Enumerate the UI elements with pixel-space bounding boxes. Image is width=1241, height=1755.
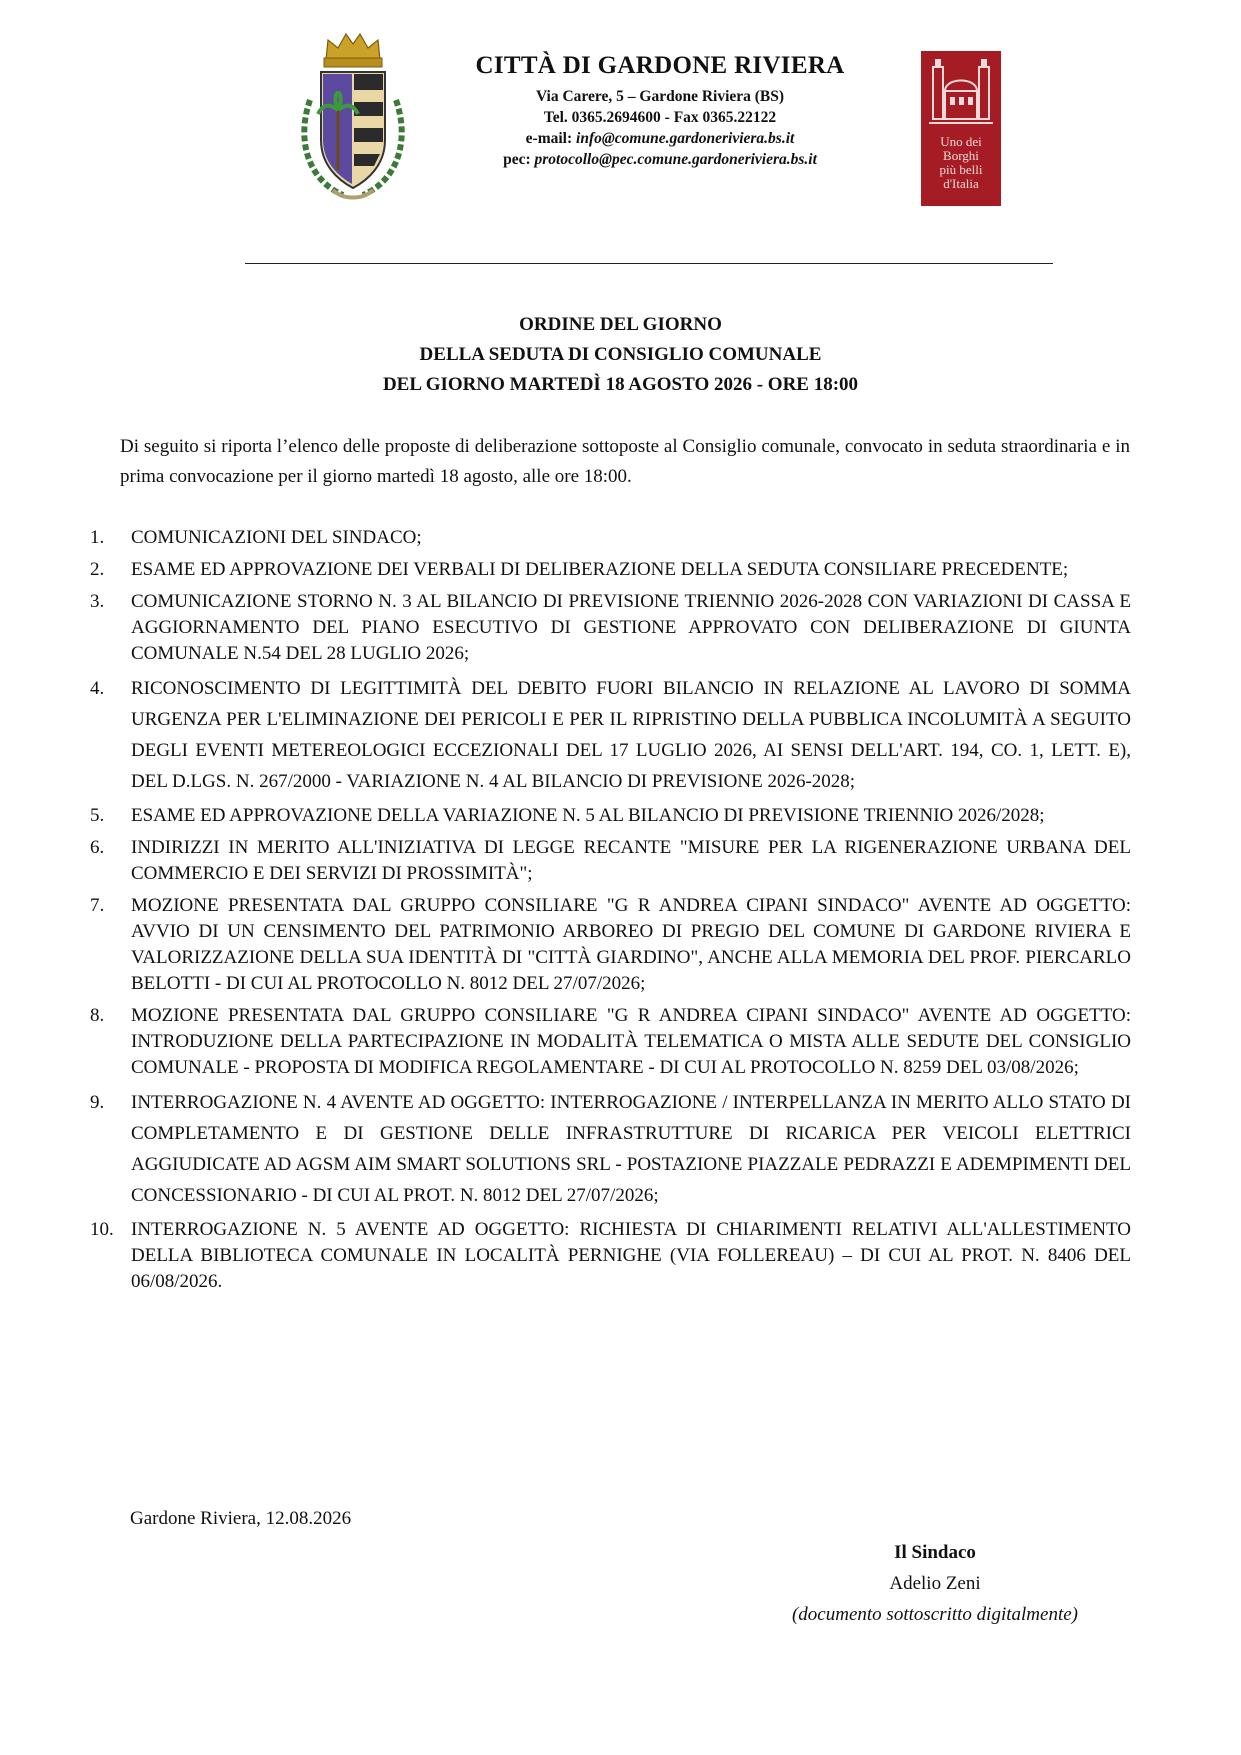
agenda-item-number: 7. [90,895,105,916]
agenda-item-text: INDIRIZZI IN MERITO ALL'INIZIATIVA DI LEGGE RECANTE "MISURE PER LA RIGENERAZIONE URBANA DEL COMMERCIO E DEI SERVIZI DI PROSSIMITÀ"; [131,837,1131,884]
borghi-line-3: più belli [939,162,983,177]
agenda-item-text: RICONOSCIMENTO DI LEGITTIMITÀ DEL DEBITO FUORI BILANCIO IN RELAZIONE AL LAVORO DI SOMMA URGENZA PER L'ELIMINAZIONE DEI PERICOLI E PER IL RIPRISTINO DELLA PUBBLICA INCOLUMITÀ A SEGUITO DEGLI EVENTI METEREOLOGICI ECCEZIONALI DEL 17 LUGLIO 2026, AI SENSI DELL'ART. 194, CO. 1, LETT. E), DEL D.LGS. N. 267/2000 - VARIAZIONE N. 4 AL BILANCIO DI PREVISIONE 2026-2028; [131,678,1131,792]
agenda-item [88,1217,1131,1295]
signer-name: Adelio Zeni [889,1573,981,1594]
agenda-item-text: ESAME ED APPROVAZIONE DEI VERBALI DI DELIBERAZIONE DELLA SEDUTA CONSILIARE PRECEDENTE; [131,559,1069,580]
municipal-crest-icon [288,30,418,205]
agenda-item [88,803,1131,829]
agenda-item-number: 4. [90,678,105,699]
address: Via Carere, 5 – Gardone Riviera (BS) [535,88,785,105]
title-line-2: DELLA SEDUTA DI CONSIGLIO COMUNALE [419,344,822,365]
agenda-item [88,1003,1131,1081]
borghi-line-2: Borghi [943,148,979,163]
agenda-item-number: 6. [90,837,105,858]
agenda-item-number: 9. [90,1092,105,1113]
pec-label: pec: [503,151,531,168]
agenda-item-number: 1. [90,527,105,548]
place-date: Gardone Riviera, 12.08.2026 [130,1508,352,1529]
email-label: e-mail: [525,130,573,147]
agenda-item-text: MOZIONE PRESENTATA DAL GRUPPO CONSILIARE "G R ANDREA CIPANI SINDACO" AVENTE AD OGGETTO: INTRODUZIONE DELLA PARTECIPAZIONE IN MODALITÀ TELEMATICA O MISTA ALLE SEDUTE DEL CONSIGLIO COMUNALE - PROPOSTA DI MODIFICA REGOLAMENTARE - DI CUI AL PROTOCOLLO N. 8259 DEL 03/08/2026; [131,1005,1131,1078]
city-name: CITTÀ DI GARDONE RIVIERA [475,52,845,79]
borghi-text [921,135,1001,191]
pec-line [440,149,880,170]
title-line-3: DEL GIORNO MARTEDÌ 18 AGOSTO 2026 - ORE 18:00 [382,374,859,395]
agenda-item [88,1087,1131,1211]
header-divider [245,263,1053,264]
agenda-item-text: MOZIONE PRESENTATA DAL GRUPPO CONSILIARE "G R ANDREA CIPANI SINDACO" AVENTE AD OGGETTO: AVVIO DI UN CENSIMENTO DEL PATRIMONIO ARBOREO DI PREGIO DEL COMUNE DI GARDONE RIVIERA E VALORIZZAZIONE DELLA SUA IDENTITÀ DI "CITTÀ GIARDINO", ANCHE ALLA MEMORIA DEL PROF. PIERCARLO BELOTTI - DI CUI AL PROTOCOLLO N. 8012 DEL 27/07/2026; [131,895,1131,994]
agenda-item [88,893,1131,997]
signature-block [740,1537,1130,1630]
agenda-item-number: 10. [90,1219,114,1240]
borghi-line-4: d'Italia [943,176,979,191]
intro-paragraph: Di seguito si riporta l’elenco delle proposte di deliberazione sottoposte al Consiglio comunale, convocato in seduta straordinaria e in prima convocazione per il giorno martedì 18 agosto, alle ore 18:00. [120,436,1130,487]
agenda-item-text: COMUNICAZIONI DEL SINDACO; [131,527,422,548]
agenda-item [88,673,1131,797]
document-title [0,310,1241,400]
agenda-item-text: ESAME ED APPROVAZIONE DELLA VARIAZIONE N. 5 AL BILANCIO DI PREVISIONE TRIENNIO 2026/2028; [131,805,1045,826]
agenda-item-number: 3. [90,591,105,612]
letterhead [440,52,880,170]
agenda-item [88,557,1131,583]
title-line-1: ORDINE DEL GIORNO [519,314,722,335]
agenda-item-text: INTERROGAZIONE N. 4 AVENTE AD OGGETTO: INTERROGAZIONE / INTERPELLANZA IN MERITO ALLO STATO DI COMPLETAMENTO E DI GESTIONE DELLE INFRASTRUTTURE DI RICARICA PER VEICOLI ELETTRICI AGGIUDICATE AD AGSM AIM SMART SOLUTIONS SRL - POSTAZIONE PIAZZALE PEDRAZZI E ADEMPIMENTI DEL CONCESSIONARIO - DI CUI AL PROT. N. 8012 DEL 27/07/2026; [131,1092,1131,1206]
agenda-item-number: 2. [90,559,105,580]
borgo-building-icon [921,51,1001,135]
agenda-item-text: INTERROGAZIONE N. 5 AVENTE AD OGGETTO: RICHIESTA DI CHIARIMENTI RELATIVI ALL'ALLESTIMENTO DELLA BIBLIOTECA COMUNALE IN LOCALITÀ PERNIGHE (VIA FOLLEREAU) – DI CUI AL PROT. N. 8406 DEL 06/08/2026. [131,1219,1131,1292]
signer-role: Il Sindaco [894,1542,976,1563]
email-link[interactable]: info@comune.gardoneriviera.bs.it [576,130,795,147]
pec-link[interactable]: protocollo@pec.comune.gardoneriviera.bs.it [534,151,817,168]
agenda-item-number: 5. [90,805,105,826]
borghi-line-1: Uno dei [940,134,982,149]
agenda-list [88,525,1131,1301]
borghi-logo [921,51,1001,206]
signature-note: (documento sottoscritto digitalmente) [791,1604,1078,1625]
agenda-item-text: COMUNICAZIONE STORNO N. 3 AL BILANCIO DI PREVISIONE TRIENNIO 2026-2028 CON VARIAZIONI DI CASSA E AGGIORNAMENTO DEL PIANO ESECUTIVO DI GESTIONE APPROVATO CON DELIBERAZIONE DI GIUNTA COMUNALE N.54 DEL 28 LUGLIO 2026; [131,591,1131,664]
agenda-item [88,589,1131,667]
agenda-item [88,525,1131,551]
email-line [440,128,880,149]
phone-fax: Tel. 0365.2694600 - Fax 0365.22122 [543,109,777,126]
agenda-item [88,835,1131,887]
agenda-item-number: 8. [90,1005,105,1026]
